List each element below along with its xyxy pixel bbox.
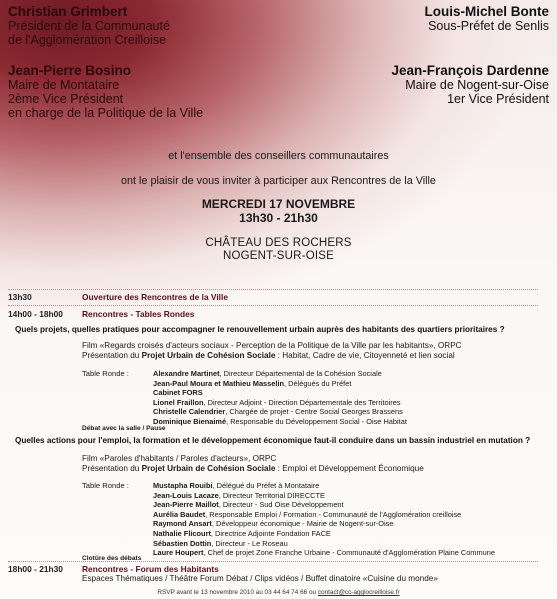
host-name: Jean-Pierre Bosino bbox=[8, 63, 132, 78]
event-city: NOGENT-SUR-OISE bbox=[223, 250, 334, 262]
participant bbox=[153, 529, 495, 539]
participant-name: Jean-Pierre Maillot bbox=[153, 500, 219, 510]
host-name: Christian Grimbert bbox=[8, 4, 128, 19]
divider bbox=[8, 289, 538, 290]
participant-role: , Délégué du Préfet à Montataire bbox=[212, 481, 320, 490]
host-title: Président de la Communauté bbox=[8, 19, 170, 33]
participant-role: , Directeur Territorial DIRECCTE bbox=[218, 490, 325, 500]
participant-role: , Directeur Adjoint - Direction Départementale des Territoires bbox=[203, 397, 401, 407]
host-title: en charge de la Politique de la Ville bbox=[8, 106, 204, 120]
slot-title: Rencontres - Tables Rondes bbox=[82, 309, 195, 319]
participant bbox=[153, 481, 495, 491]
invitation-line-2: ont le plaisir de vous inviter à participer aux Rencontres de la Ville bbox=[121, 175, 436, 187]
participant-role: , Directeur - Sud Oise Développement bbox=[218, 500, 344, 510]
participant-name: Mustapha Rouibi bbox=[153, 481, 213, 490]
host-title: 1er Vice Président bbox=[447, 92, 549, 106]
closing-note: Clotûre des débats bbox=[82, 555, 142, 562]
participant bbox=[153, 369, 407, 379]
participant bbox=[153, 548, 495, 558]
host-title: Maire de Nogent-sur-Oise bbox=[405, 78, 549, 92]
round-film: Film «Regards croisés d'acteurs sociaux - Perception de la Politique de la Ville par les habitants», ORPC bbox=[82, 341, 462, 350]
event-time: 13h30 - 21h30 bbox=[239, 211, 318, 225]
host-title: Maire de Montataire bbox=[8, 78, 120, 92]
participant-role: , Chef de projet Zone Franche Urbaine - Communauté d'Agglomération Plaine Commune bbox=[203, 548, 495, 558]
round-presentation bbox=[82, 464, 424, 473]
header-left-1 bbox=[8, 4, 170, 47]
slot-time: 13h30 bbox=[8, 292, 32, 302]
participant-list bbox=[153, 369, 407, 427]
participant-role: , Directeur - Le Roseau bbox=[211, 538, 288, 548]
participant-name: Nathalie Flicourt bbox=[153, 528, 211, 538]
participant bbox=[153, 539, 495, 549]
participant-name: Jean-Paul Moura et Mathieu Masselin bbox=[153, 378, 285, 388]
participant-name: Dominique Bienaimé bbox=[153, 416, 227, 426]
presentation-prefix: Présentation du bbox=[82, 351, 142, 360]
round-presentation bbox=[82, 351, 455, 360]
table-ronde-label: Table Ronde : bbox=[82, 369, 129, 378]
participant-name: Christelle Calendrier bbox=[153, 407, 226, 417]
rsvp-text: RSVP avant le 13 novembre 2010 au 03 44 64 74 66 ou bbox=[157, 589, 318, 596]
table-ronde-label: Table Ronde : bbox=[82, 481, 129, 490]
event-venue: CHÂTEAU DES ROCHERS bbox=[205, 237, 352, 249]
presentation-project: Projet Urbain de Cohésion Sociale bbox=[141, 351, 276, 360]
slot-time: 18h00 - 21h30 bbox=[8, 564, 63, 574]
slot-time: 14h00 - 18h00 bbox=[8, 309, 63, 319]
presentation-prefix: Présentation du bbox=[82, 464, 142, 473]
participant-name: Laure Houpert bbox=[153, 548, 204, 558]
presentation-project: Projet Urbain de Cohésion Sociale bbox=[141, 464, 276, 473]
participant-name: Raymond Ansart bbox=[153, 519, 212, 529]
round-film: Film «Paroles d'habitants / Paroles d'acteurs», ORPC bbox=[82, 454, 277, 463]
participant-name: Lionel Fraillon bbox=[153, 397, 204, 407]
participant bbox=[153, 379, 407, 389]
participant bbox=[153, 500, 495, 510]
participant-role: , Responsable Emploi / Formation - Communauté de l'Agglomération creilloise bbox=[205, 509, 462, 519]
header-left-2 bbox=[8, 63, 203, 120]
host-title: 2ème Vice Président bbox=[8, 92, 124, 106]
host-name: Louis-Michel Bonte bbox=[424, 4, 549, 19]
divider bbox=[8, 561, 538, 562]
forum-detail: Espaces Thématiques / Théâtre Forum Débat / Clips vidéos / Buffet dinatoire «Cuisine du monde» bbox=[82, 574, 438, 583]
host-title: de l'Agglomération Creilloise bbox=[8, 33, 167, 47]
round-question: Quelles actions pour l'emploi, la formation et le développement économique faut-il conduire dans un bassin industriel en mutation ? bbox=[15, 436, 531, 445]
presentation-topic: : Habitat, Cadre de vie, Citoyenneté et lien social bbox=[275, 351, 455, 360]
participant bbox=[153, 491, 495, 501]
participant bbox=[153, 510, 495, 520]
participant-role: , Directrice Adjointe Fondation FACE bbox=[210, 528, 331, 538]
participant-name: Aurélia Baudet bbox=[153, 509, 206, 519]
contact-email-link[interactable]: contact@cc-agglocreilloise.fr bbox=[317, 589, 400, 596]
host-title: Sous-Préfet de Senlis bbox=[428, 19, 549, 33]
participant-name: Cabinet FORS bbox=[153, 388, 203, 398]
slot-title: Ouverture des Rencontres de la Ville bbox=[82, 292, 228, 302]
participant bbox=[153, 407, 407, 417]
rsvp-line bbox=[0, 589, 557, 596]
event-date: MERCREDI 17 NOVEMBRE bbox=[201, 197, 356, 211]
participant-role: , Directeur Départemental de la Cohésion Sociale bbox=[219, 369, 382, 378]
divider bbox=[8, 305, 538, 306]
participant-name: Alexandre Martinet bbox=[153, 369, 220, 378]
participant bbox=[153, 417, 407, 427]
participant-list bbox=[153, 481, 495, 558]
header-right-2 bbox=[391, 63, 549, 106]
participant-role: , Développeur économique - Mairie de Nogent-sur-Oise bbox=[211, 519, 394, 529]
host-name: Jean-François Dardenne bbox=[391, 63, 549, 78]
participant bbox=[153, 388, 407, 398]
participant bbox=[153, 519, 495, 529]
presentation-topic: : Emploi et Développement Économique bbox=[275, 464, 424, 473]
header-right-1 bbox=[425, 4, 550, 33]
participant-role: , Délégués du Préfet bbox=[284, 378, 352, 388]
pause-note: Débat avec la salle / Pause bbox=[82, 425, 166, 432]
participant-role: , Chargée de projet - Centre Social Georges Brassens bbox=[225, 407, 403, 417]
round-question: Quels projets, quelles pratiques pour accompagner le renouvellement urbain auprès des habitants des quartiers prioritaires ? bbox=[15, 325, 505, 334]
participant-name: Jean-Louis Lacaze bbox=[153, 490, 219, 500]
invitation-line-1: et l'ensemble des conseillers communautaires bbox=[168, 150, 389, 162]
participant-name: Sébastien Dottin bbox=[153, 538, 212, 548]
participant-role: , Responsable du Développement Social - Oise Habitat bbox=[226, 416, 407, 426]
slot-title: Rencontres - Forum des Habitants bbox=[82, 564, 219, 574]
participant bbox=[153, 398, 407, 408]
